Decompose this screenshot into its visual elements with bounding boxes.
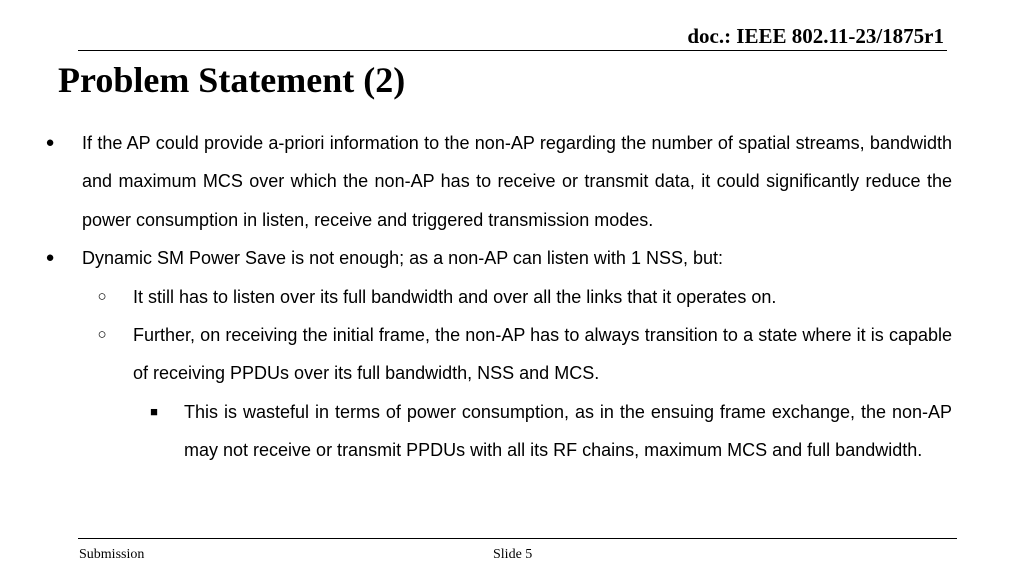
hollow-circle-bullet-icon: ○ <box>97 326 107 344</box>
slide-title: Problem Statement (2) <box>58 60 406 100</box>
sub-sub-bullet-text: This is wasteful in terms of power consumption, as in the ensuing frame exchange, the non-AP may not receive or transmit PPDUs with all its RF chains, maximum MCS and full bandwidth. <box>184 401 952 461</box>
sub-bullet-text: It still has to listen over its full bandwidth and over all the links that it operates on. <box>133 286 777 307</box>
document-id: doc.: IEEE 802.11-23/1875r1 <box>687 24 944 48</box>
sub-bullet-item <box>42 316 952 393</box>
footer-divider <box>78 538 957 539</box>
bullet-text: If the AP could provide a-priori information to the non-AP regarding the number of spatial streams, bandwidth and maximum MCS over which the non-AP has to receive or transmit data, it could significantly reduce the power consumption in listen, receive and triggered transmission modes. <box>82 133 952 230</box>
footer-submission: Submission <box>79 547 145 562</box>
bullet-list <box>42 124 952 470</box>
sub-bullet-text: Further, on receiving the initial frame, the non-AP has to always transition to a state where it is capable of receiving PPDUs over its full bandwidth, NSS and MCS. <box>133 325 952 384</box>
bullet-text: Dynamic SM Power Save is not enough; as a non-AP can listen with 1 NSS, but: <box>82 248 723 269</box>
sub-sub-bullet-item <box>42 393 952 470</box>
bullet-item <box>42 124 952 239</box>
bullet-item <box>42 239 952 277</box>
hollow-circle-bullet-icon: ○ <box>97 287 107 305</box>
sub-bullet-item <box>42 278 952 316</box>
filled-circle-bullet-icon: ● <box>45 134 55 151</box>
filled-circle-bullet-icon: ● <box>45 249 55 267</box>
square-bullet-icon: ■ <box>150 403 158 419</box>
header-divider <box>78 50 947 51</box>
slide-number: Slide 5 <box>493 547 533 562</box>
